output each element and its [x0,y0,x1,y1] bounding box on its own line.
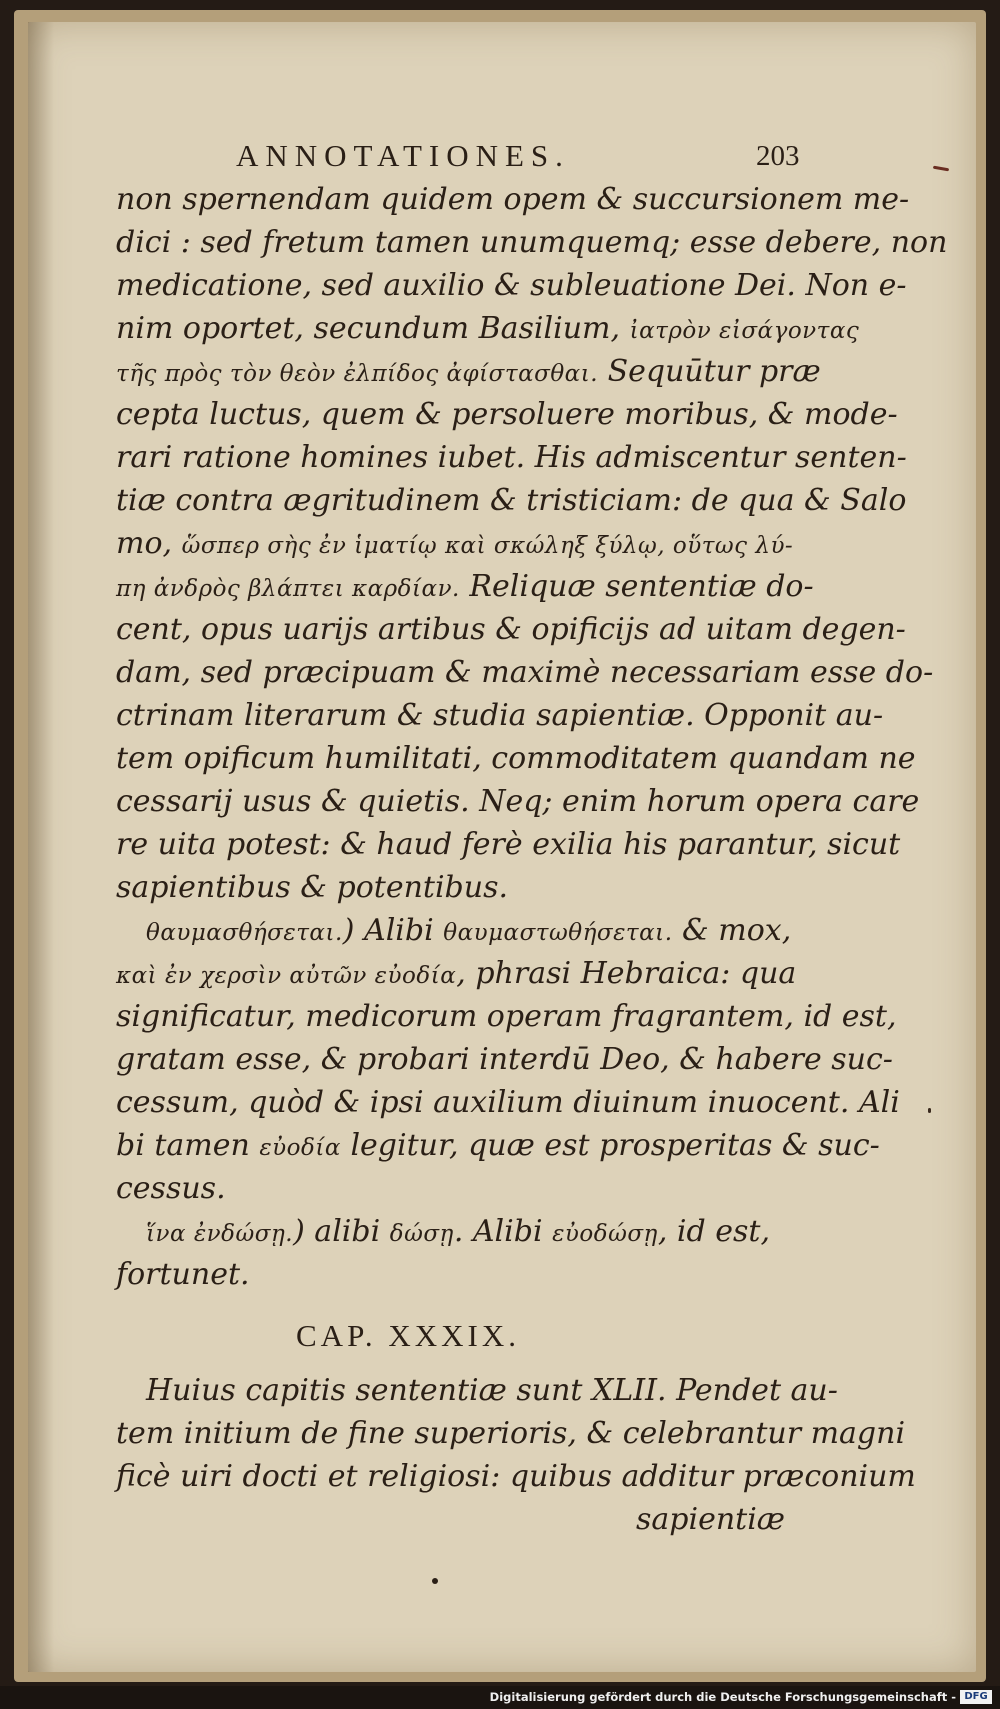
latin-text: dam, sed præcipuam & maximè necessariam esse do- [116,655,934,690]
greek-text: ἵνα ἐνδώσῃ. [146,1221,294,1247]
page-number: 203 [756,140,800,172]
text-line [116,612,906,648]
latin-text: cessum, quòd & ipsi auxilium diuinum inuocent. Ali [116,1085,900,1120]
latin-text: nim oportet, secundum Basilium, [116,311,630,346]
text-line [116,526,793,564]
latin-text: cent, opus uarijs artibus & opificijs ad uitam degen- [116,612,906,647]
latin-text: Reliquæ sententiæ do- [459,569,814,604]
latin-text: ficè uiri docti et religiosi: quibus additur præconium [116,1459,916,1494]
text-line [116,1128,880,1166]
greek-text: τῆς πρὸς τὸν θεὸν ἐλπίδος ἀφίστασθαι. [116,361,599,387]
latin-text: bi tamen [116,1128,260,1163]
text-line [116,268,907,304]
latin-text: ) alibi [293,1214,390,1249]
text-line [116,1042,893,1078]
text-line [116,698,883,734]
text-line [146,1214,770,1252]
credit-bar [0,1686,1000,1709]
text-line [116,569,814,607]
chapter-heading: CAP. XXXIX. [296,1318,520,1353]
dfg-logo: DFG [960,1690,992,1704]
text-line [116,741,916,777]
running-head [236,138,836,178]
latin-text: tem initium de fine superioris, & celebrantur magni [116,1416,906,1451]
running-title: ANNOTATIONES. [236,138,570,173]
latin-text: , phrasi Hebraica: qua [456,956,797,991]
greek-text: πη ἀνδρὸς βλάπτει καρδίαν. [116,576,460,602]
text-line [116,354,821,392]
latin-text: & mox, [672,913,792,948]
text-line [116,1085,900,1121]
greek-text: ὥσπερ σὴς ἐν ἱματίῳ καὶ σκώληξ ξύλῳ, οὕτως λύ- [181,533,794,559]
latin-text: tiæ contra ægritudinem & tristiciam: de qua & Salo [116,483,907,518]
latin-text: re uita potest: & haud ferè exilia his parantur, sicut [116,827,901,862]
latin-text: . Alibi [453,1214,553,1249]
latin-text: tem opificum humilitati, commoditatem quandam ne [116,741,916,776]
greek-text: εὐοδώσῃ [552,1221,658,1247]
text-line [116,1459,916,1495]
text-line [116,311,859,349]
greek-text: καὶ ἐν χερσὶν αὐτῶν εὐοδία [116,963,457,989]
greek-text: θαυμαστωθήσεται. [443,920,673,946]
text-line [116,1416,905,1452]
latin-text: sapientibus & potentibus. [116,870,509,905]
latin-text: legitur, quæ est prosperitas & suc- [340,1128,880,1163]
text-line [146,913,791,951]
latin-text: , id est, [657,1214,770,1249]
text-line [116,1257,250,1293]
text-line [116,655,933,691]
latin-text: cessarij usus & quietis. Neq; enim horum opera care [116,784,920,819]
text-line [116,182,909,218]
text-line [116,784,919,820]
latin-text: Huius capitis sententiæ sunt XLII. Pendet au- [146,1373,838,1408]
text-line [116,225,947,261]
latin-text: gratam esse, & probari interdū Deo, & habere suc- [116,1042,893,1077]
text-line [116,956,796,994]
latin-text: dici : sed fretum tamen unumquemq; esse debere, non [116,225,948,260]
greek-text: δώσῃ [389,1221,454,1247]
text-line [116,397,898,433]
text-line [116,483,906,519]
greek-text: ἰατρὸν εἰσάγοντας [629,318,860,344]
margin-ink-mark [933,166,949,172]
latin-text: non spernendam quidem opem & succursionem me- [116,182,910,217]
text-line [116,870,508,906]
text-line [116,440,907,476]
digitization-credit: Digitalisierung gefördert durch die Deutsche Forschungsgemeinschaft - [489,1690,956,1704]
greek-text: θαυμασθήσεται. [146,920,343,946]
text-line [146,1373,838,1409]
latin-text: cepta luctus, quem & persoluere moribus, & mode- [116,397,898,432]
latin-text: cessus. [116,1171,226,1206]
text-line [116,999,897,1035]
stray-ink-dot [928,1108,931,1113]
latin-text: ) Alibi [342,913,444,948]
latin-text: mo, [116,526,182,561]
text-line [116,827,900,863]
text-line [116,1171,226,1207]
catchword: sapientiæ [636,1502,786,1537]
latin-text: medicatione, sed auxilio & subleuatione Dei. Non e- [116,268,907,303]
greek-text: εὐοδία [259,1135,341,1161]
latin-text: fortunet. [116,1257,250,1292]
latin-text: significatur, medicorum operam fragrantem, id est, [116,999,897,1034]
latin-text: rari ratione homines iubet. His admiscentur senten- [116,440,907,475]
latin-text: Sequūtur præ [598,354,821,389]
bottom-ink-dot [432,1578,438,1584]
latin-text: ctrinam literarum & studia sapientiæ. Opponit au- [116,698,884,733]
